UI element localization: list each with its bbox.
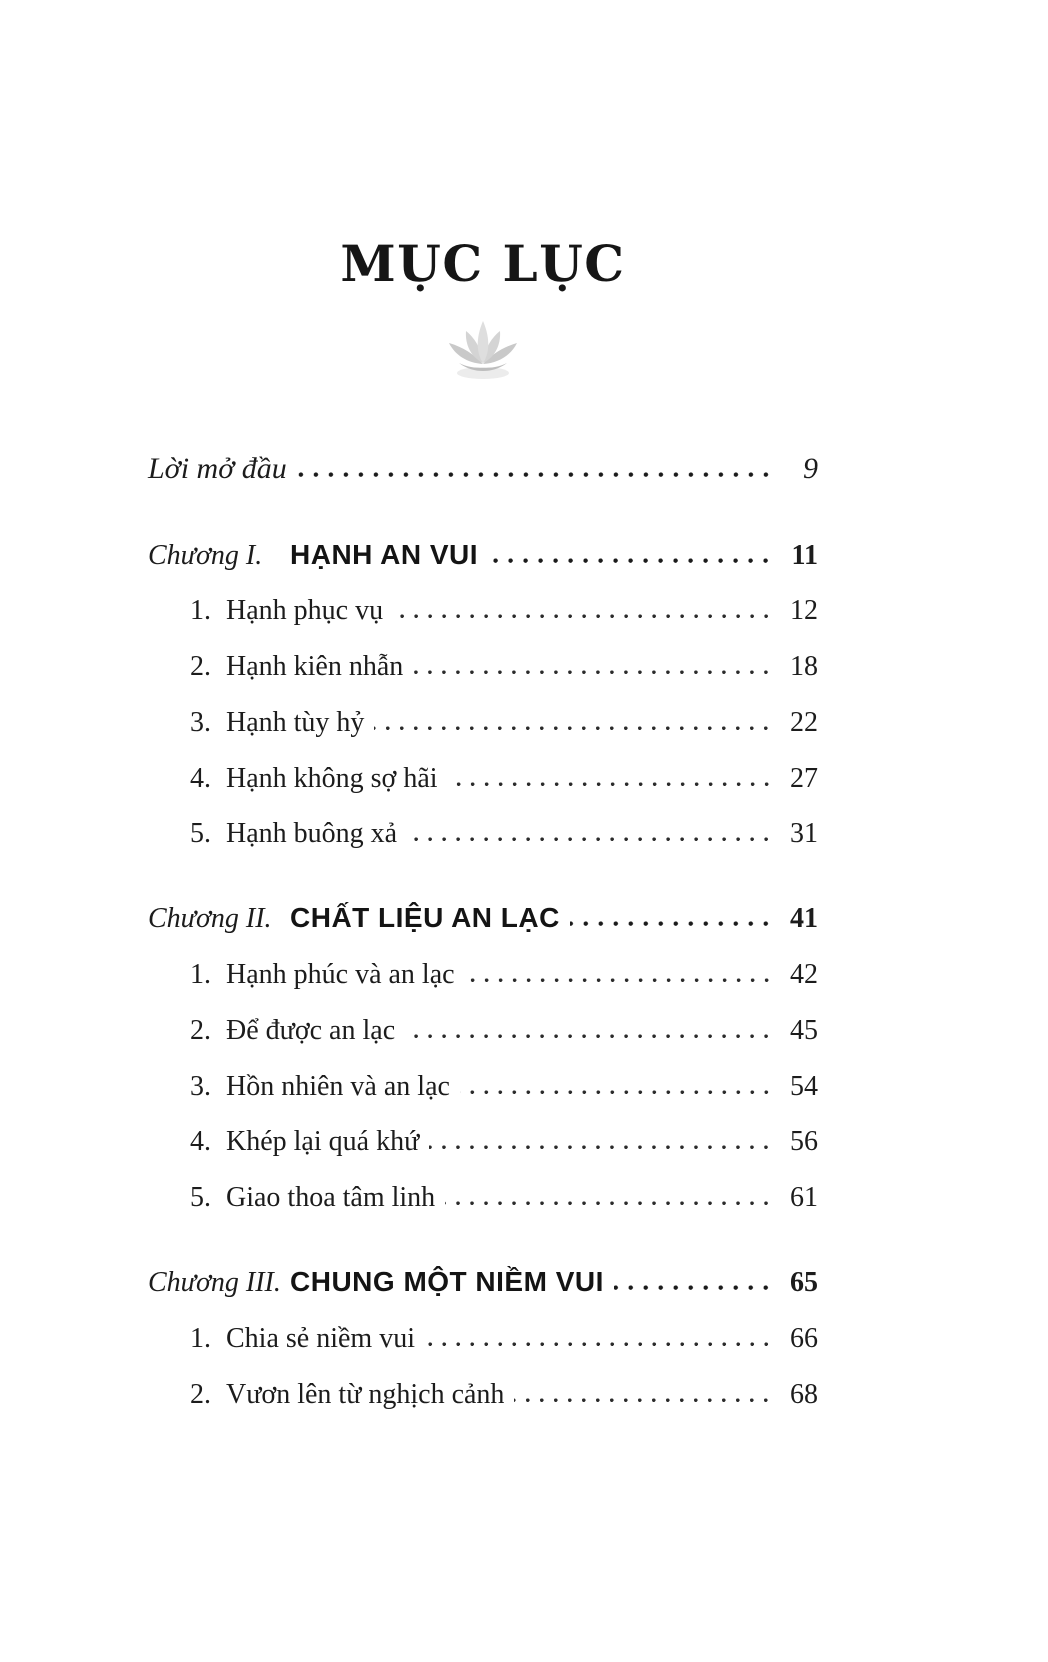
dot-leader — [407, 837, 778, 842]
chapter-title: HẠNH AN VUI — [290, 538, 479, 570]
item-number: 1. — [190, 1322, 211, 1354]
dot-leader — [413, 670, 778, 675]
item-label: Hạnh tùy hỷ — [226, 706, 365, 738]
dot-leader — [405, 1034, 778, 1039]
toc-list — [148, 449, 818, 1413]
item-page: 56 — [790, 1126, 818, 1158]
item-number: 3. — [190, 706, 211, 738]
toc-item — [148, 592, 818, 630]
dot-leader — [488, 558, 778, 564]
toc-chapter-heading — [148, 1263, 818, 1302]
item-label: Hồn nhiên và an lạc — [226, 1070, 450, 1102]
dot-leader — [445, 1201, 778, 1206]
item-label: Chia sẻ niềm vui — [226, 1322, 415, 1354]
dot-leader — [460, 1090, 778, 1095]
toc-item — [148, 1123, 818, 1161]
chapter-title: CHUNG MỘT NIỀM VUI — [290, 1266, 604, 1298]
dot-leader — [448, 782, 778, 787]
item-label: Giao thoa tâm linh — [226, 1182, 436, 1214]
item-label: Để được an lạc — [226, 1014, 396, 1046]
toc-item — [148, 815, 818, 853]
chapter-title: CHẤT LIỆU AN LẠC — [290, 902, 560, 934]
dot-leader — [425, 1342, 778, 1347]
chapter-page: 11 — [791, 539, 818, 571]
toc-chapter-heading — [148, 899, 818, 938]
dot-leader — [374, 726, 778, 731]
item-number: 4. — [190, 1126, 211, 1158]
toc-entry-page: 9 — [803, 452, 818, 485]
toc-item — [148, 648, 818, 686]
toc-item — [148, 1012, 818, 1050]
item-label: Hạnh phục vụ — [226, 595, 384, 627]
chapter-number: Chương III. — [148, 1267, 281, 1299]
item-label: Hạnh không sợ hãi — [226, 762, 438, 794]
dot-leader — [429, 1145, 778, 1150]
toc-item — [148, 1068, 818, 1106]
dot-leader — [393, 614, 778, 619]
dot-leader — [614, 1285, 778, 1291]
toc-item — [148, 1376, 818, 1414]
toc-chapter-heading — [148, 536, 818, 575]
dot-leader — [570, 921, 778, 927]
chapter-number: Chương I. — [148, 539, 263, 571]
item-page: 45 — [790, 1014, 818, 1046]
chapter-page: 41 — [790, 903, 818, 935]
item-label: Khép lại quá khứ — [226, 1126, 420, 1158]
lotus-icon — [148, 317, 818, 383]
item-number: 4. — [190, 762, 211, 794]
item-label: Hạnh kiên nhẫn — [226, 651, 404, 683]
page-title: MỤC LỤC — [340, 234, 626, 293]
toc-item — [148, 760, 818, 798]
item-page: 27 — [790, 762, 818, 794]
item-label: Hạnh buông xả — [226, 818, 398, 850]
lotus-flower-graphic — [433, 317, 533, 381]
item-page: 42 — [790, 959, 818, 991]
item-number: 1. — [190, 595, 211, 627]
toc-item — [148, 704, 818, 742]
toc-item — [148, 956, 818, 994]
chapter-number: Chương II. — [148, 903, 272, 935]
item-number: 3. — [190, 1070, 211, 1102]
dot-leader — [514, 1398, 778, 1403]
item-page: 31 — [790, 818, 818, 850]
item-page: 61 — [790, 1182, 818, 1214]
item-page: 68 — [790, 1378, 818, 1410]
toc-item — [148, 1179, 818, 1217]
toc-entry-preface — [148, 449, 818, 490]
item-number: 2. — [190, 651, 211, 683]
item-label: Hạnh phúc và an lạc — [226, 959, 455, 991]
item-number: 2. — [190, 1378, 211, 1410]
item-number: 5. — [190, 1182, 211, 1214]
toc-entry-label: Lời mở đầu — [148, 452, 287, 485]
item-number: 2. — [190, 1014, 211, 1046]
chapter-page: 65 — [790, 1267, 818, 1299]
item-page: 66 — [790, 1322, 818, 1354]
toc-item — [148, 1320, 818, 1358]
dot-leader — [465, 978, 778, 983]
item-page: 54 — [790, 1070, 818, 1102]
item-number: 5. — [190, 818, 211, 850]
item-number: 1. — [190, 959, 211, 991]
dot-leader — [297, 472, 778, 478]
item-page: 12 — [790, 595, 818, 627]
item-label: Vươn lên từ nghịch cảnh — [226, 1378, 505, 1410]
item-page: 18 — [790, 651, 818, 683]
item-page: 22 — [790, 706, 818, 738]
